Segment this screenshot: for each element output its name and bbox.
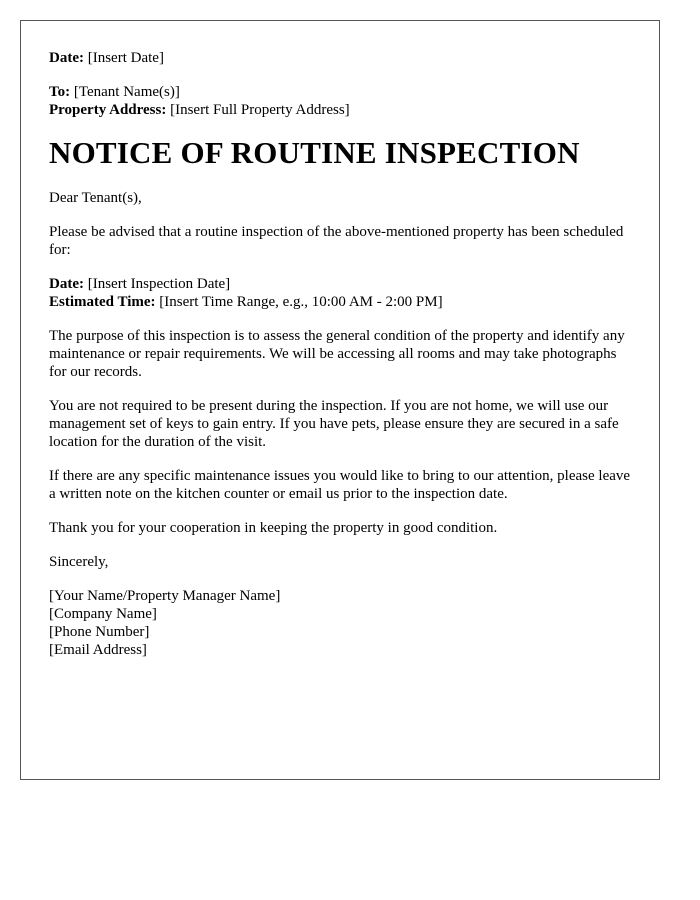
signature-block [49,587,631,659]
inspection-date-label: Date: [49,276,84,292]
to-label: To: [49,84,71,100]
salutation: Dear Tenant(s), [49,190,142,206]
purpose-paragraph: The purpose of this inspection is to assess the general condition of the property and identify any maintenance or repair requirements. We will be accessing all rooms and may take photographs for our records. [49,328,625,380]
signature-company: [Company Name] [49,606,157,622]
intro-paragraph: Please be advised that a routine inspection of the above-mentioned property has been scheduled for: [49,224,624,258]
property-address-line [49,101,631,119]
signature-name: [Your Name/Property Manager Name] [49,588,281,604]
page-title: NOTICE OF ROUTINE INSPECTION [49,135,580,170]
recipient-block [49,83,631,119]
access-paragraph: You are not required to be present during the inspection. If you are not home, we will use our management set of keys to gain entry. If you have pets, please ensure they are secured in a safe location for the duration of the visit. [49,398,619,450]
to-line [49,83,631,101]
thanks-paragraph: Thank you for your cooperation in keeping the property in good condition. [49,520,498,536]
date-label: Date: [49,50,84,66]
to-value: [Tenant Name(s)] [73,84,180,100]
date-value: [Insert Date] [87,50,164,66]
inspection-date-line [49,275,631,293]
property-address-label: Property Address: [49,102,167,118]
maintenance-paragraph: If there are any specific maintenance issues you would like to bring to our attention, please leave a written note on the kitchen counter or email us prior to the inspection date. [49,468,631,502]
letter-page [20,20,660,780]
estimated-time-line [49,293,631,311]
schedule-block [49,275,631,311]
signature-phone: [Phone Number] [49,624,150,640]
estimated-time-value: [Insert Time Range, e.g., 10:00 AM - 2:00 PM] [159,294,443,310]
date-line [49,49,631,67]
inspection-date-value: [Insert Inspection Date] [87,276,231,292]
estimated-time-label: Estimated Time: [49,294,156,310]
closing: Sincerely, [49,554,109,570]
property-address-value: [Insert Full Property Address] [170,102,350,118]
signature-email: [Email Address] [49,642,147,658]
